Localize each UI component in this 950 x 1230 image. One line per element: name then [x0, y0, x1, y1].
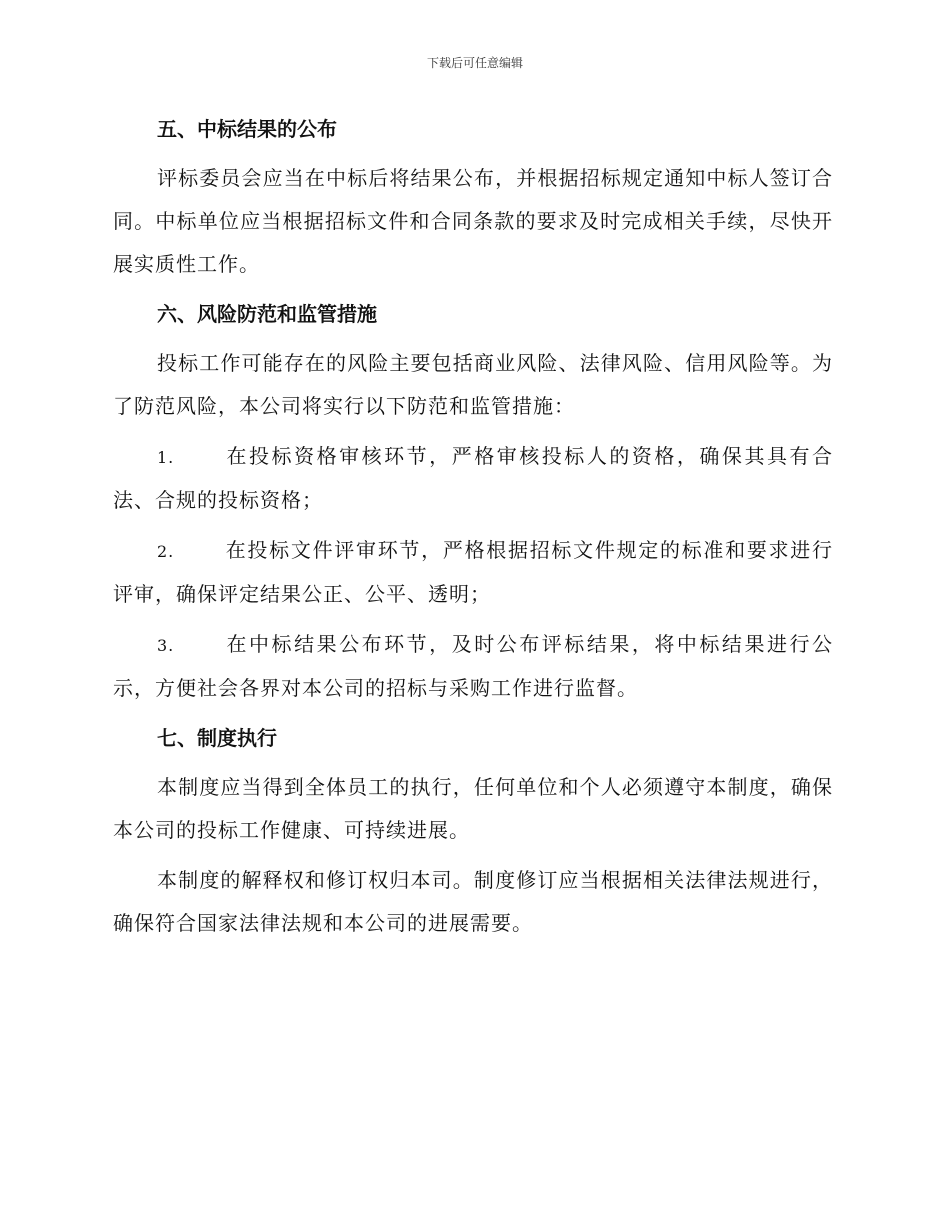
section-7-paragraph-2: 本制度的解释权和修订权归本司。制度修订应当根据相关法律法规进行，确保符合国家法律法规和本公司的进展需要。 — [113, 868, 833, 935]
document-body — [113, 108, 833, 945]
section-heading-5: 五、中标结果的公布 — [157, 117, 337, 141]
list-item-2 — [113, 529, 833, 616]
section-heading-6: 六、风险防范和监管措施 — [157, 302, 377, 326]
list-item-1 — [113, 435, 833, 522]
list-item-text: 在投标资格审核环节，严格审核投标人的资格，确保其具有合法、合规的投标资格； — [113, 444, 833, 512]
page-header: 下载后可任意编辑 — [426, 56, 523, 70]
list-item-number: 3. — [157, 636, 175, 655]
section-heading-7: 七、制度执行 — [157, 726, 277, 750]
section-5-paragraph: 评标委员会应当在中标后将结果公布，并根据招标规定通知中标人签订合同。中标单位应当根据招标文件和合同条款的要求及时完成相关手续，尽快开展实质性工作。 — [113, 166, 833, 276]
list-item-text: 在投标文件评审环节，严格根据招标文件规定的标准和要求进行评审，确保评定结果公正、公平、透明； — [113, 538, 833, 606]
section-7-paragraph-1: 本制度应当得到全体员工的执行，任何单位和个人必须遵守本制度，确保本公司的投标工作健康、可持续进展。 — [113, 775, 833, 842]
section-6-paragraph: 投标工作可能存在的风险主要包括商业风险、法律风险、信用风险等。为了防范风险，本公司将实行以下防范和监管措施： — [113, 351, 833, 418]
list-item-number: 1. — [157, 448, 175, 467]
list-item-3 — [113, 623, 833, 710]
list-item-text: 在中标结果公布环节，及时公布评标结果，将中标结果进行公示，方便社会各界对本公司的招标与采购工作进行监督。 — [113, 632, 833, 700]
list-item-number: 2. — [157, 542, 175, 561]
